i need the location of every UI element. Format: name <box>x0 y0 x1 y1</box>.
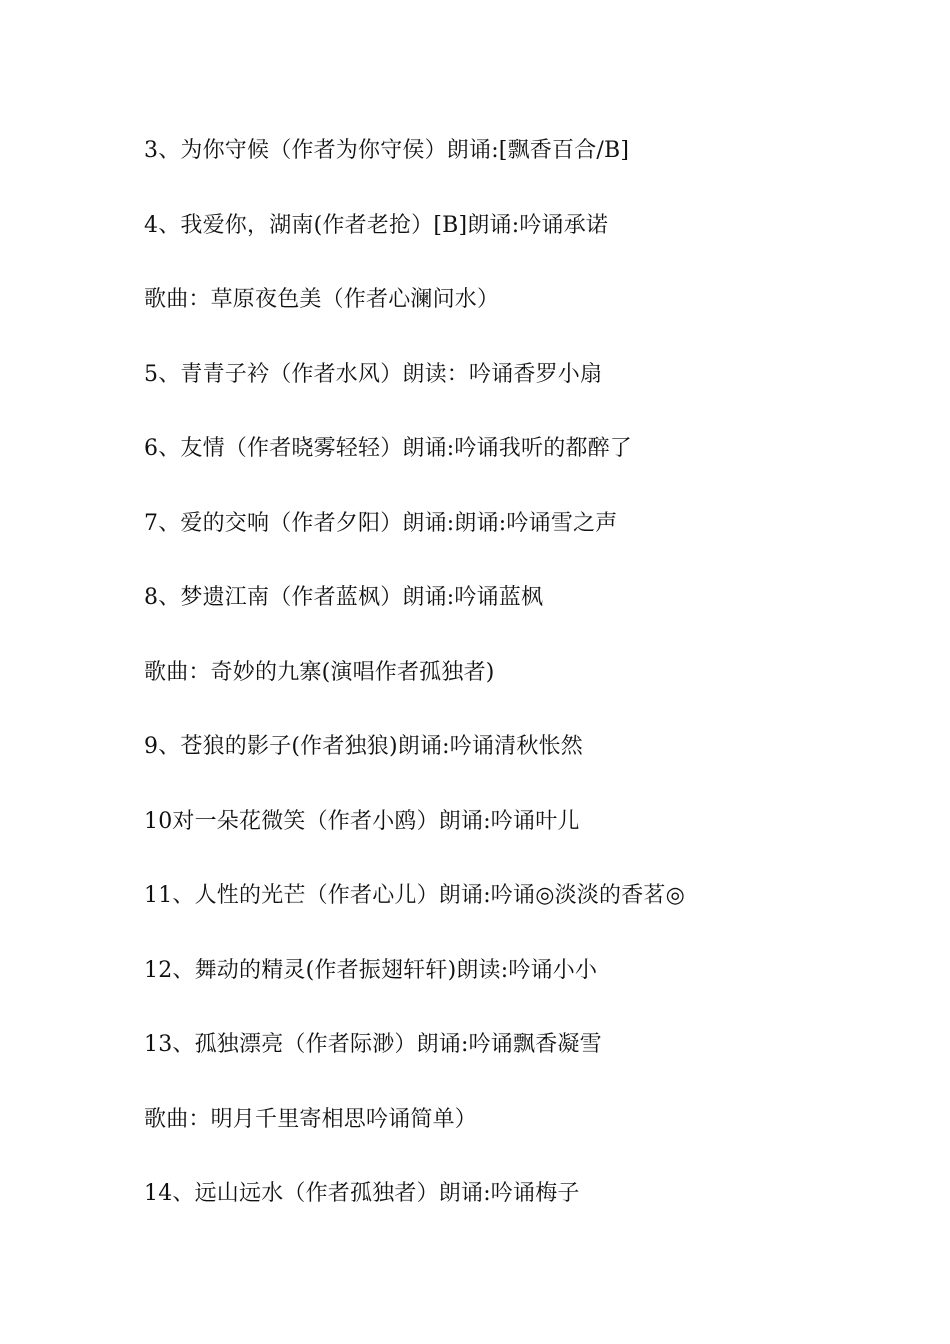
program-line-3: 歌曲：草原夜色美（作者心澜问水） <box>144 287 500 312</box>
program-line-7: 8、梦遗江南（作者蓝枫）朗诵:吟诵蓝枫 <box>144 585 544 610</box>
program-line-14: 歌曲：明月千里寄相思吟诵简单） <box>144 1106 478 1132</box>
program-line-5: 6、友情（作者晓雾轻轻）朗诵:吟诵我听的都醉了 <box>144 436 633 461</box>
program-line-15: 14、远山远水（作者孤独者）朗诵:吟诵梅子 <box>144 1181 580 1206</box>
program-line-8: 歌曲：奇妙的九寨(演唱作者孤独者) <box>144 659 495 685</box>
program-line-13: 13、孤独漂亮（作者际渺）朗诵:吟诵飘香凝雪 <box>144 1032 602 1057</box>
program-line-9: 9、苍狼的影子(作者独狼)朗诵:吟诵清秋怅然 <box>144 734 583 759</box>
program-line-12: 12、舞动的精灵(作者振翅轩轩)朗读:吟诵小小 <box>144 957 598 983</box>
program-list <box>144 132 904 1250</box>
program-line-4: 5、青青子衿（作者水风）朗读：吟诵香罗小扇 <box>144 361 603 387</box>
program-line-2: 4、我爱你，湖南(作者老抢）[B]朗诵:吟诵承诺 <box>144 212 609 238</box>
program-line-11: 11、人性的光芒（作者心儿）朗诵:吟诵◎淡淡的香茗◎ <box>144 883 686 908</box>
program-line-6: 7、爱的交响（作者夕阳）朗诵:朗诵:吟诵雪之声 <box>144 510 618 536</box>
program-line-10: 10对一朵花微笑（作者小鸥）朗诵:吟诵叶儿 <box>144 808 580 834</box>
program-line-1: 3、为你守候（作者为你守侯）朗诵:[飘香百合/B] <box>144 138 630 163</box>
